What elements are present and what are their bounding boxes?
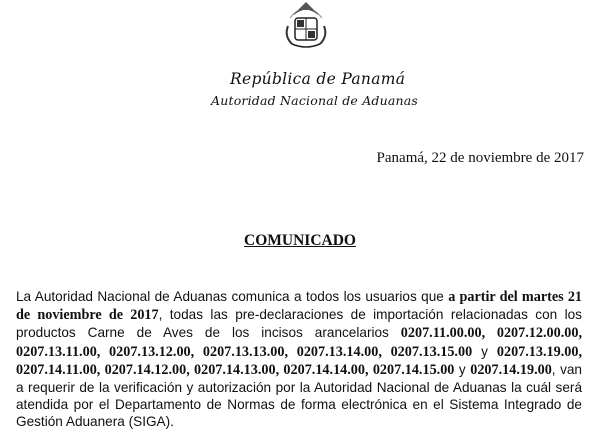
tariff-codes-2: 0207.13.19.00, 0207.14.11.00, 0207.14.12.00, 0207.14.13.00, 0207.14.14.00, 0207.14.15.00: [16, 343, 582, 378]
header-agency: Autoridad Nacional de Aduanas: [211, 93, 419, 108]
body-bold-date: a partir del martes 21 de noviembre de 2017: [16, 289, 583, 324]
document-title-text: COMUNICADO: [244, 232, 356, 249]
body-text-2: , todas las pre-declaraciones de importación relacionadas con los productos Carne de Aves de los incisos arancelarios: [16, 307, 582, 341]
body-text-5: , van a requerir de la verificación y autorización por la Autoridad Nacional de Aduanas la cuál será atendida por el Departamento de Normas de forma electrónica en el Sistema Integrado de Gestión Aduanera (SIGA).: [16, 361, 582, 430]
document-title: [0, 232, 600, 250]
body-paragraph: [16, 288, 582, 431]
coat-of-arms-seal: [280, 0, 332, 50]
date-line: Panamá, 22 de noviembre de 2017: [376, 150, 584, 166]
header-country: República de Panamá: [230, 70, 406, 88]
tariff-codes-1: 0207.11.00.00, 0207.12.00.00, 0207.13.11.00, 0207.13.12.00, 0207.13.13.00, 0207.13.14.00, 0207.13.15.00: [16, 325, 582, 360]
tariff-codes-3: 0207.14.19.00: [470, 361, 552, 378]
body-text-3: y: [472, 343, 497, 359]
body-text-4: y: [454, 361, 471, 377]
body-text-1: La Autoridad Nacional de Aduanas comunica a todos los usuarios que: [16, 289, 449, 304]
